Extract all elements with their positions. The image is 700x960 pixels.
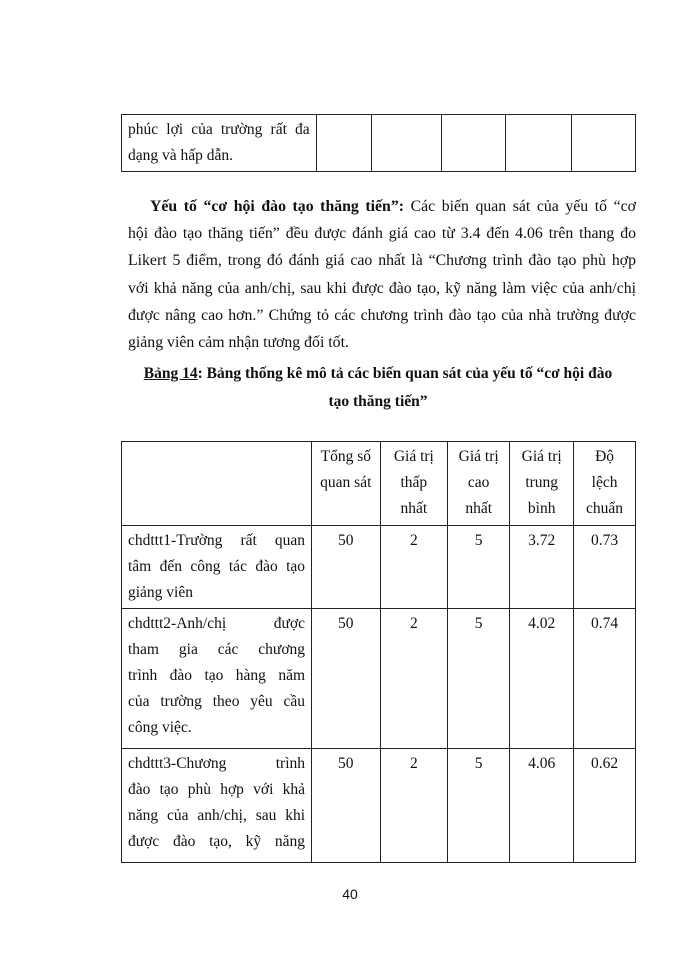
row-1-label-line-2: tâm đến công tác đào tạo bbox=[128, 558, 306, 575]
row-3-label-line-3: năng của anh/chị, sau khi bbox=[128, 807, 306, 824]
row-3-min: 2 bbox=[380, 749, 448, 863]
page-number: 40 bbox=[342, 886, 358, 902]
row-1-count: 50 bbox=[312, 526, 381, 609]
top-table-cell bbox=[372, 115, 442, 172]
top-table bbox=[121, 114, 636, 172]
caption-text-1: : Bảng thống kê mô tả các biến quan sát của yếu tố “cơ hội đào bbox=[197, 365, 613, 382]
row-2-label-line-5: công việc. bbox=[128, 719, 192, 736]
header-max-line-1: Giá trị bbox=[458, 448, 499, 465]
row-3-label bbox=[122, 749, 312, 863]
table-header-row bbox=[122, 442, 636, 526]
header-count-line-1: Tổng số bbox=[320, 448, 371, 465]
table-row bbox=[122, 749, 636, 863]
row-1-label-line-1: chdttt1-Trường rất quan bbox=[128, 532, 306, 549]
header-mean bbox=[510, 442, 574, 526]
row-2-label bbox=[122, 609, 312, 749]
header-count bbox=[312, 442, 381, 526]
paragraph-line-3: Likert 5 điểm, trong đó đánh giá cao nhất là “Chương trình đào tạo phù hợp bbox=[128, 252, 636, 270]
header-blank-cell bbox=[122, 442, 312, 526]
top-table-line-2: dạng và hấp dẫn. bbox=[128, 147, 234, 164]
caption-line-1 bbox=[110, 360, 646, 388]
top-table-cell bbox=[506, 115, 572, 172]
header-sd-line-1: Độ bbox=[595, 448, 615, 465]
row-1-sd: 0.73 bbox=[574, 526, 636, 609]
row-3-mean: 4.06 bbox=[510, 749, 574, 863]
table-caption bbox=[110, 360, 646, 416]
row-2-sd: 0.74 bbox=[574, 609, 636, 749]
row-2-label-line-3: trình đào tạo hàng năm bbox=[128, 667, 306, 684]
row-3-sd: 0.62 bbox=[574, 749, 636, 863]
row-3-max: 5 bbox=[448, 749, 510, 863]
table-row bbox=[122, 526, 636, 609]
header-max-line-3: nhất bbox=[465, 500, 493, 517]
caption-line-2: tạo thăng tiến” bbox=[328, 393, 428, 410]
row-2-min: 2 bbox=[380, 609, 448, 749]
header-max bbox=[448, 442, 510, 526]
header-min bbox=[380, 442, 448, 526]
stats-table bbox=[121, 441, 636, 863]
header-mean-line-3: bình bbox=[527, 500, 556, 517]
top-table-cell bbox=[442, 115, 506, 172]
row-3-label-line-1: chdttt3-Chương trình bbox=[128, 755, 306, 772]
paragraph-bold-lead: Yếu tố “cơ hội đào tạo thăng tiến”: bbox=[150, 198, 404, 215]
row-2-label-line-1: chdttt2-Anh/chị được bbox=[128, 615, 306, 632]
row-2-label-line-2: tham gia các chương bbox=[128, 641, 306, 658]
header-min-line-1: Giá trị bbox=[393, 448, 434, 465]
row-2-max: 5 bbox=[448, 609, 510, 749]
table-row bbox=[122, 609, 636, 749]
paragraph-line-1 bbox=[128, 193, 636, 220]
top-table-line-1: phúc lợi của trường rất đa bbox=[128, 121, 310, 138]
row-1-mean: 3.72 bbox=[510, 526, 574, 609]
header-min-line-3: nhất bbox=[400, 500, 428, 517]
row-1-max: 5 bbox=[448, 526, 510, 609]
paragraph-line-5: được nâng cao hơn.” Chứng tỏ các chương trình đào tạo của nhà trường được bbox=[128, 306, 636, 324]
header-mean-line-1: Giá trị bbox=[521, 448, 562, 465]
header-sd bbox=[574, 442, 636, 526]
top-table-label-cell bbox=[122, 115, 317, 172]
row-3-label-line-2: đào tạo phù hợp với khả bbox=[128, 781, 306, 798]
paragraph-line-4: với khả năng của anh/chị, sau khi được đào tạo, kỹ năng làm việc của anh/chị bbox=[128, 279, 636, 297]
row-2-label-line-4: của trường theo yêu cầu bbox=[128, 693, 306, 710]
paragraph-line-6: giảng viên cảm nhận tương đối tốt. bbox=[128, 334, 349, 352]
top-table-cell bbox=[572, 115, 636, 172]
header-sd-line-2: lệch bbox=[591, 474, 618, 491]
header-max-line-2: cao bbox=[467, 474, 490, 491]
caption-label: Bảng 14 bbox=[143, 365, 198, 382]
row-1-label bbox=[122, 526, 312, 609]
header-mean-line-2: trung bbox=[525, 474, 559, 491]
row-1-label-line-3: giảng viên bbox=[128, 584, 193, 601]
header-sd-line-3: chuẩn bbox=[586, 500, 624, 517]
header-count-line-2: quan sát bbox=[320, 474, 372, 491]
body-paragraph bbox=[128, 193, 636, 356]
top-table-cell bbox=[316, 115, 372, 172]
row-3-count: 50 bbox=[312, 749, 381, 863]
row-1-min: 2 bbox=[380, 526, 448, 609]
row-3-label-line-4: được đào tạo, kỹ năng bbox=[128, 833, 306, 850]
row-2-count: 50 bbox=[312, 609, 381, 749]
paragraph-line-2: hội đào tạo thăng tiến” đều được đánh giá cao từ 3.4 đến 4.06 trên thang đo bbox=[128, 225, 636, 243]
row-2-mean: 4.02 bbox=[510, 609, 574, 749]
paragraph-line-1-rest: Các biến quan sát của yếu tố “cơ bbox=[404, 198, 636, 215]
header-min-line-2: thấp bbox=[400, 474, 428, 491]
